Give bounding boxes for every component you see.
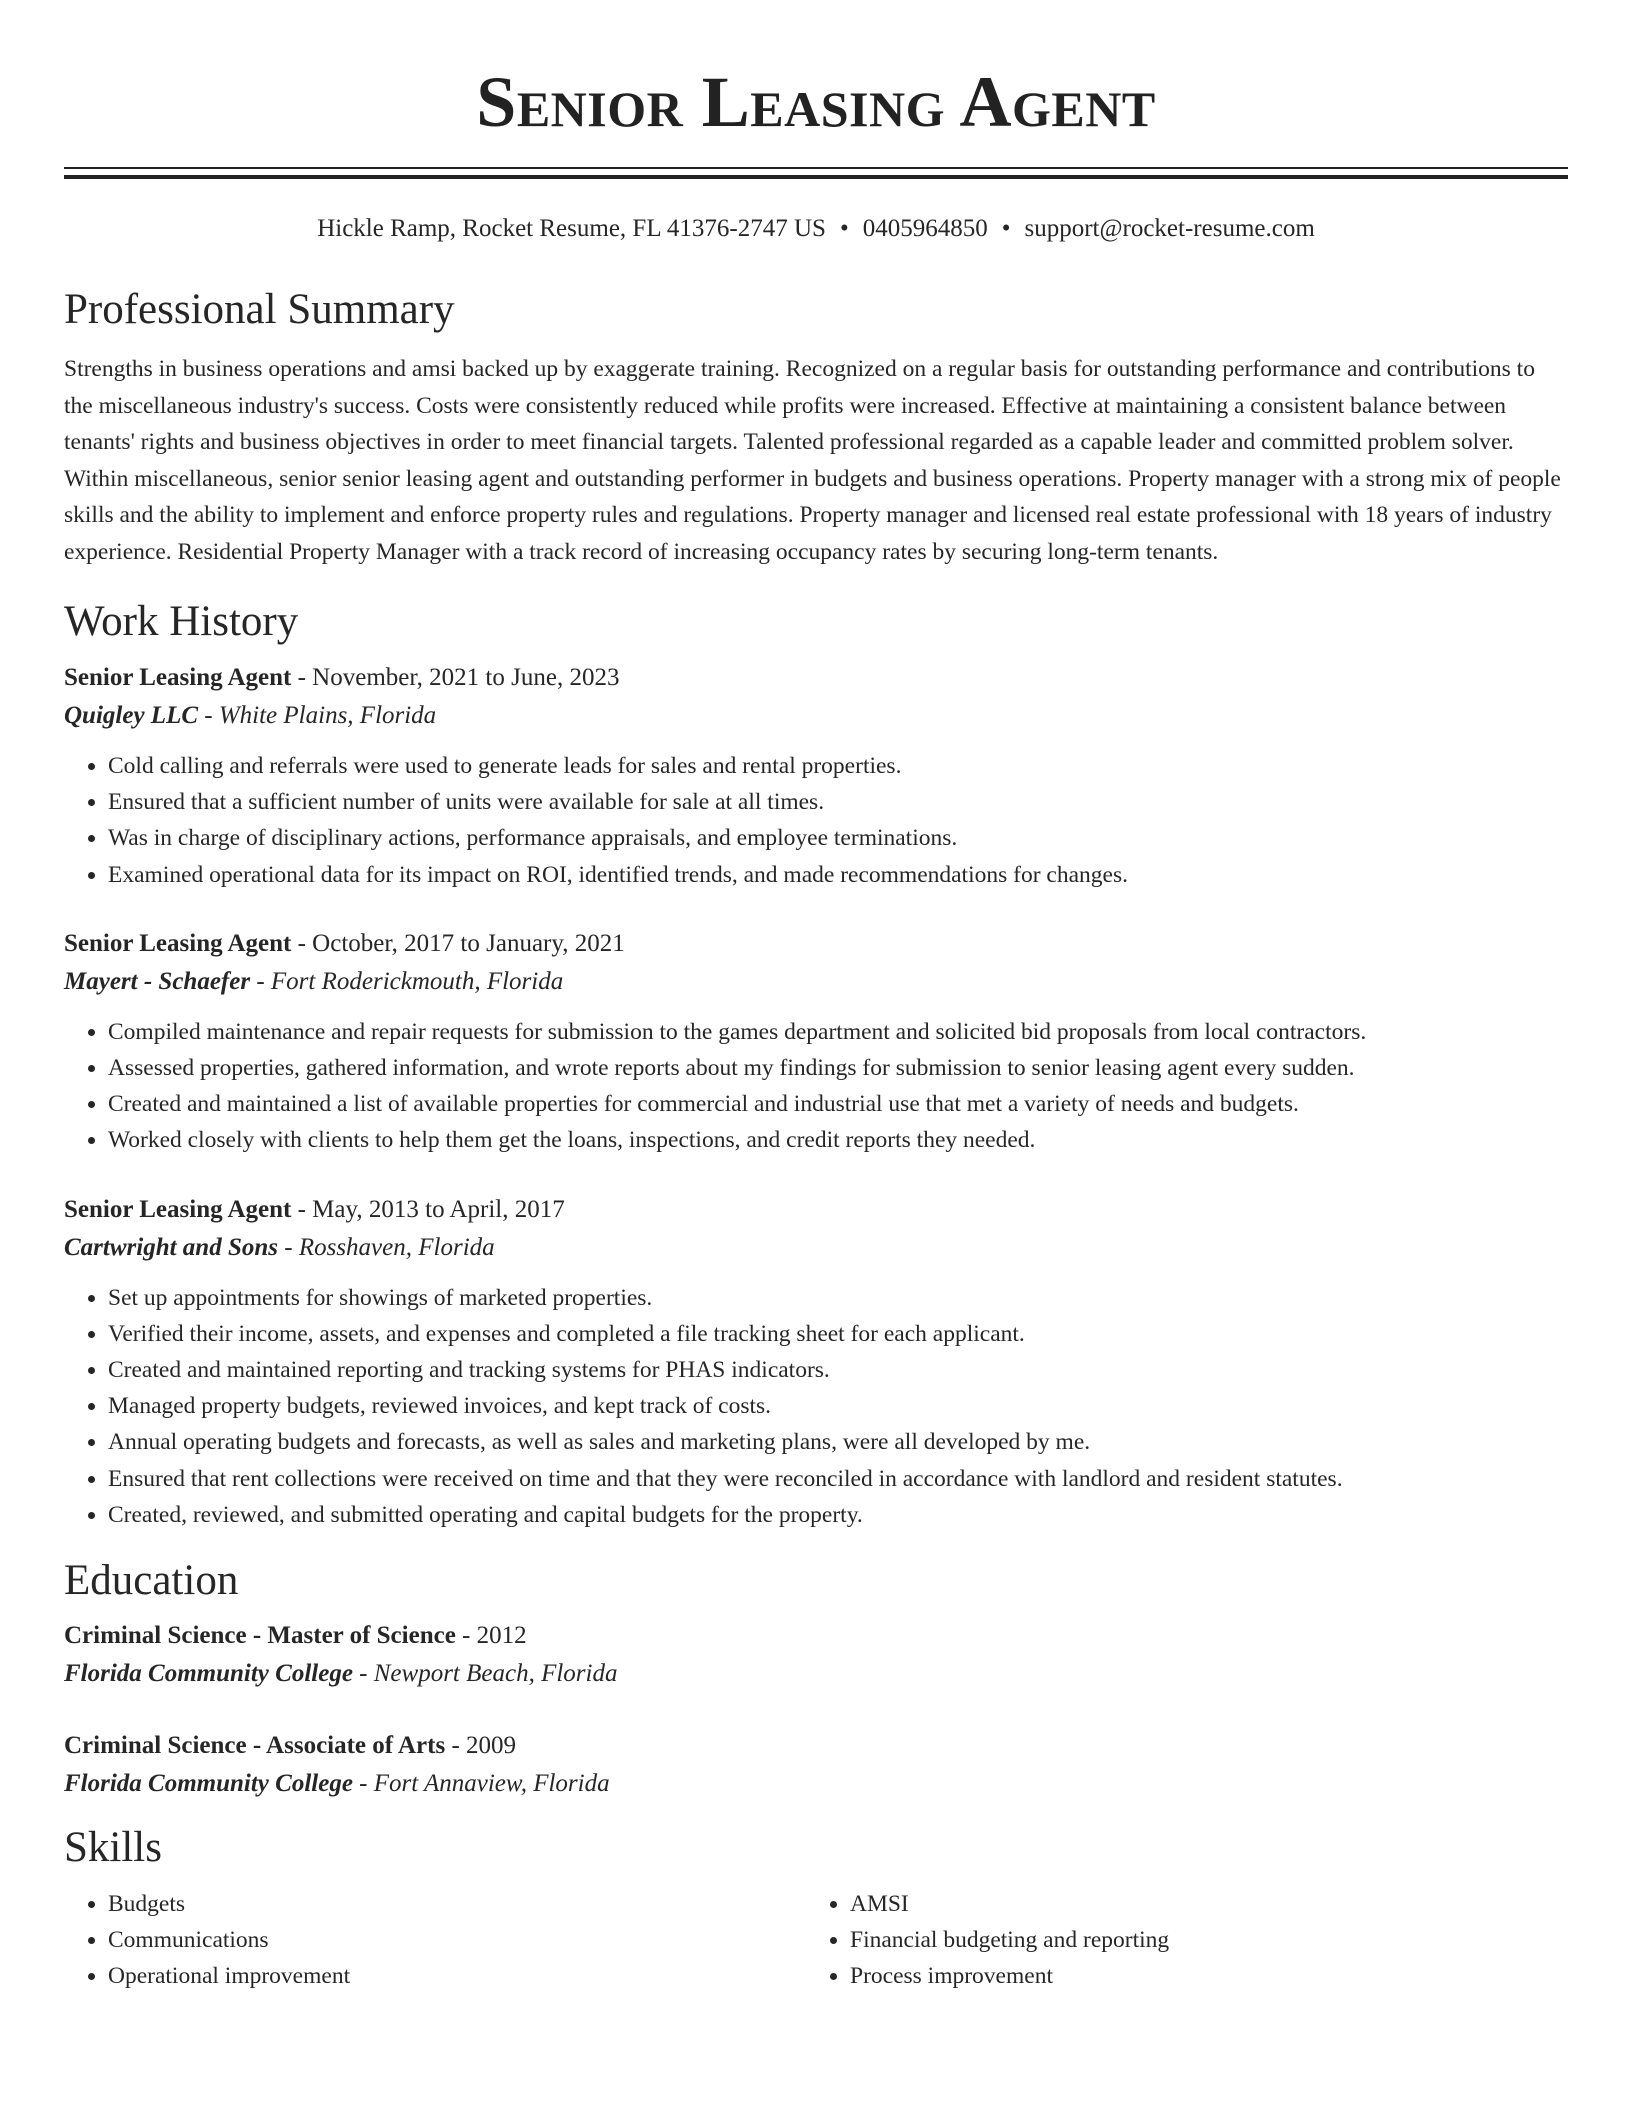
job-location: - White Plains, Florida xyxy=(198,702,437,729)
skills-bullet-list xyxy=(64,1886,806,1995)
job-title-line xyxy=(64,929,1568,959)
job-bullet: • Examined operational data for its impact on ROI, identified trends, and made recommendations for changes. xyxy=(108,857,1568,893)
skill-item: • Operational improvement xyxy=(108,1958,806,1994)
skill-item: • Communications xyxy=(108,1922,806,1958)
school-location: - Fort Annaview, Florida xyxy=(352,1770,610,1798)
job-company: Quigley LLC xyxy=(64,702,199,729)
skill-item: • Financial budgeting and reporting xyxy=(850,1922,1568,1958)
header-double-rule xyxy=(64,167,1568,179)
job-entry xyxy=(64,929,1568,1159)
job-bullet: • Assessed properties, gathered information, and wrote reports about my findings for submission to senior leasing agent every sudden. xyxy=(108,1050,1568,1086)
skills-column-left xyxy=(64,1886,806,1995)
resume-name: Senior Leasing Agent xyxy=(476,62,1156,142)
job-company-line xyxy=(64,1233,1568,1263)
education-heading: Education xyxy=(64,1557,239,1605)
job-bullet: • Compiled maintenance and repair requests for submission to the games department and solicited bid proposals from local contractors. xyxy=(108,1014,1568,1050)
summary-text: Strengths in business operations and amsi backed up by exaggerate training. Recognized on a regular basis for outstanding performance and contributions to the miscellaneous industry's success. Costs were consistently reduced while profits were increased. Effective at maintaining a consistent balance between tenants' rights and business objectives in order to meet financial targets. Talented professional regarded as a capable leader and committed problem solver. Within miscellaneous, senior senior leasing agent and outstanding performer in budgets and business operations. Property manager with a strong mix of people skills and the ability to implement and enforce property rules and regulations. Property manager and licensed real estate professional with 18 years of industry experience. Residential Property Manager with a track record of increasing occupancy rates by securing long-term tenants. xyxy=(64,356,1561,565)
skill-item: • Budgets xyxy=(108,1886,806,1922)
graduation-year: - 2009 xyxy=(445,1732,517,1760)
contact-line xyxy=(64,214,1568,244)
school: Florida Community College xyxy=(64,1660,353,1688)
education-entry xyxy=(64,1621,1568,1689)
school-location: - Newport Beach, Florida xyxy=(352,1660,618,1688)
work-history-heading: Work History xyxy=(64,598,299,645)
job-bullet: • Ensured that rent collections were received on time and that they were reconciled in accordance with landlord and resident statutes. xyxy=(108,1461,1568,1497)
job-bullet-list xyxy=(64,748,1568,893)
job-bullet: • Set up appointments for showings of marketed properties. xyxy=(108,1280,1568,1316)
job-bullet: • Created and maintained a list of available properties for commercial and industrial use that met a variety of needs and budgets. xyxy=(108,1086,1568,1122)
job-entry xyxy=(64,1195,1568,1533)
header-rule-thin xyxy=(64,167,1568,169)
job-dates: - May, 2013 to April, 2017 xyxy=(291,1195,565,1223)
job-company: Mayert - Schaefer xyxy=(64,967,251,995)
skills-list xyxy=(64,1886,1568,1995)
header-rule-thick xyxy=(64,175,1568,179)
job-location: - Fort Roderickmouth, Florida xyxy=(250,967,564,995)
job-title: Senior Leasing Agent xyxy=(64,1195,292,1223)
school-line xyxy=(64,1659,1568,1689)
contact-separator: • xyxy=(839,215,849,242)
skill-item: • Process improvement xyxy=(850,1958,1568,1994)
skills-column-right xyxy=(806,1886,1568,1995)
degree: Criminal Science - Associate of Arts xyxy=(64,1732,446,1760)
job-bullet: • Managed property budgets, reviewed invoices, and kept track of costs. xyxy=(108,1388,1568,1424)
skills-bullet-list xyxy=(806,1886,1568,1995)
job-title: Senior Leasing Agent xyxy=(64,664,292,691)
job-title-line xyxy=(64,663,1568,693)
degree-line xyxy=(64,1621,1568,1651)
job-company-line xyxy=(64,701,1568,731)
job-company: Cartwright and Sons xyxy=(64,1233,278,1261)
job-dates: - November, 2021 to June, 2023 xyxy=(291,664,620,691)
job-bullet: • Verified their income, assets, and expenses and completed a file tracking sheet for each applicant. xyxy=(108,1316,1568,1352)
job-bullet: • Ensured that a sufficient number of units were available for sale at all times. xyxy=(108,784,1568,820)
job-bullet: • Created, reviewed, and submitted operating and capital budgets for the property. xyxy=(108,1497,1568,1533)
job-title: Senior Leasing Agent xyxy=(64,929,292,957)
job-bullet: • Was in charge of disciplinary actions, performance appraisals, and employee terminations. xyxy=(108,820,1568,856)
degree: Criminal Science - Master of Science xyxy=(64,1622,456,1650)
contact-separator: • xyxy=(1001,215,1011,242)
job-bullet: • Cold calling and referrals were used to generate leads for sales and rental properties. xyxy=(108,748,1568,784)
job-bullet: • Created and maintained reporting and tracking systems for PHAS indicators. xyxy=(108,1352,1568,1388)
job-dates: - October, 2017 to January, 2021 xyxy=(291,929,625,957)
summary-heading: Professional Summary xyxy=(64,286,455,333)
degree-line xyxy=(64,1731,1568,1761)
job-bullet-list xyxy=(64,1280,1568,1533)
job-bullet-list xyxy=(64,1014,1568,1159)
job-bullet: • Worked closely with clients to help them get the loans, inspections, and credit reports they needed. xyxy=(108,1122,1568,1158)
graduation-year: - 2012 xyxy=(455,1622,527,1650)
job-bullet: • Annual operating budgets and forecasts, as well as sales and marketing plans, were all developed by me. xyxy=(108,1424,1568,1460)
job-title-line xyxy=(64,1195,1568,1225)
contact-email: support@rocket-resume.com xyxy=(1024,215,1315,242)
job-location: - Rosshaven, Florida xyxy=(278,1233,495,1261)
job-company-line xyxy=(64,967,1568,997)
job-entry xyxy=(64,663,1568,893)
school-line xyxy=(64,1769,1568,1799)
skill-item: • AMSI xyxy=(850,1886,1568,1922)
school: Florida Community College xyxy=(64,1770,353,1798)
skills-heading: Skills xyxy=(64,1824,162,1872)
contact-address: Hickle Ramp, Rocket Resume, FL 41376-2747 US xyxy=(317,215,826,242)
contact-phone: 0405964850 xyxy=(862,215,988,242)
education-entry xyxy=(64,1731,1568,1799)
